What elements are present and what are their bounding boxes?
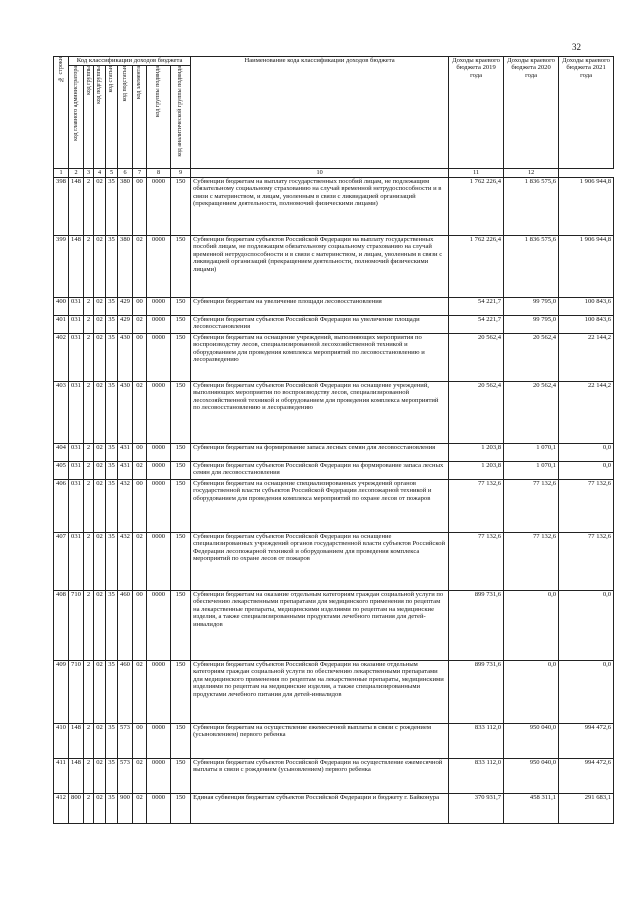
row-number-header: № строки bbox=[54, 57, 69, 169]
income-name-cell: Единая субвенция бюджетам субъектов Российской Федерации и бюджету г. Байконура bbox=[191, 794, 449, 824]
amount-2021-cell: 1 906 944,8 bbox=[559, 178, 614, 236]
amount-2021-cell: 100 843,6 bbox=[559, 316, 614, 334]
code-cell: 431 bbox=[118, 462, 133, 480]
amount-2020-cell: 99 795,0 bbox=[504, 298, 559, 316]
income-name-cell: Субвенции бюджетам на увеличение площади лесовосстановления bbox=[191, 298, 449, 316]
amount-2020-cell: 1 836 575,6 bbox=[504, 236, 559, 298]
code-cell: 02 bbox=[94, 794, 106, 824]
income-classification-table bbox=[53, 56, 614, 824]
code-cell: 0000 bbox=[147, 334, 171, 382]
amount-2020-cell: 20 562,4 bbox=[504, 334, 559, 382]
code-cell: 0000 bbox=[147, 794, 171, 824]
code-cell: 150 bbox=[171, 298, 191, 316]
code-cell: 460 bbox=[118, 591, 133, 661]
column-number: 1 bbox=[54, 169, 69, 178]
code-cell: 430 bbox=[118, 382, 133, 444]
row-number-cell: 400 bbox=[54, 298, 69, 316]
code-header: код подстатьи bbox=[118, 66, 133, 169]
code-cell: 573 bbox=[118, 759, 133, 794]
code-cell: 35 bbox=[106, 316, 118, 334]
code-cell: 150 bbox=[171, 462, 191, 480]
code-cell: 00 bbox=[133, 334, 147, 382]
income-name-cell: Субвенции бюджетам на осуществление ежемесячной выплаты в связи с рождением (усыновлением) первого ребенка bbox=[191, 724, 449, 759]
row-number-cell: 402 bbox=[54, 334, 69, 382]
table-row bbox=[54, 178, 614, 236]
row-number-cell: 407 bbox=[54, 533, 69, 591]
code-cell: 2 bbox=[84, 298, 94, 316]
code-cell: 35 bbox=[106, 480, 118, 533]
code-cell: 00 bbox=[133, 298, 147, 316]
code-cell: 150 bbox=[171, 591, 191, 661]
amount-2020-cell: 99 795,0 bbox=[504, 316, 559, 334]
amount-2019-cell: 1 203,8 bbox=[449, 462, 504, 480]
code-cell: 150 bbox=[171, 724, 191, 759]
code-cell: 35 bbox=[106, 533, 118, 591]
row-number-cell: 398 bbox=[54, 178, 69, 236]
table-row bbox=[54, 759, 614, 794]
code-cell: 150 bbox=[171, 759, 191, 794]
code-cell: 031 bbox=[69, 334, 84, 382]
row-number-cell: 405 bbox=[54, 462, 69, 480]
code-cell: 150 bbox=[171, 178, 191, 236]
income-name-cell: Субвенции бюджетам субъектов Российской Федерации на увеличение площади лесовосстановления bbox=[191, 316, 449, 334]
code-cell: 02 bbox=[94, 724, 106, 759]
amount-2019-cell: 54 221,7 bbox=[449, 316, 504, 334]
code-cell: 150 bbox=[171, 661, 191, 724]
code-cell: 02 bbox=[94, 178, 106, 236]
amount-2021-cell: 291 683,1 bbox=[559, 794, 614, 824]
code-cell: 02 bbox=[94, 661, 106, 724]
code-cell: 150 bbox=[171, 444, 191, 462]
code-cell: 2 bbox=[84, 178, 94, 236]
code-cell: 0000 bbox=[147, 444, 171, 462]
column-number: 5 bbox=[106, 169, 118, 178]
code-cell: 150 bbox=[171, 236, 191, 298]
code-cell: 710 bbox=[69, 661, 84, 724]
code-cell: 02 bbox=[94, 236, 106, 298]
table-row bbox=[54, 794, 614, 824]
code-cell: 800 bbox=[69, 794, 84, 824]
amount-2019-cell: 833 112,0 bbox=[449, 724, 504, 759]
code-cell: 35 bbox=[106, 334, 118, 382]
row-number-cell: 412 bbox=[54, 794, 69, 824]
code-cell: 031 bbox=[69, 444, 84, 462]
income-name-cell: Субвенции бюджетам на выплату государственных пособий лицам, не подлежащим обязательному социальному страхованию на случай временной нетрудоспособности и в связи с материнством, и лицам, уволенным в связи с ликвидацией организаций (прекращением деятельности, полномочий физическими лицами) bbox=[191, 178, 449, 236]
amount-2019-cell: 20 562,4 bbox=[449, 382, 504, 444]
code-cell: 031 bbox=[69, 480, 84, 533]
code-header: код подгруппы bbox=[94, 66, 106, 169]
code-cell: 02 bbox=[133, 462, 147, 480]
amount-2020-cell: 0,0 bbox=[504, 591, 559, 661]
row-number-cell: 401 bbox=[54, 316, 69, 334]
code-cell: 148 bbox=[69, 759, 84, 794]
income-name-cell: Субвенции бюджетам на оснащение специализированных учреждений органов государственной власти субъектов Российской Федерации лесопожарной техникой и оборудованием для проведения комплекса мероприятий по охране лесов от пожаров bbox=[191, 480, 449, 533]
code-cell: 573 bbox=[118, 724, 133, 759]
amount-2019-cell: 899 731,6 bbox=[449, 591, 504, 661]
code-cell: 00 bbox=[133, 591, 147, 661]
code-cell: 150 bbox=[171, 334, 191, 382]
amount-2019-cell: 77 132,6 bbox=[449, 480, 504, 533]
table-row bbox=[54, 334, 614, 382]
code-cell: 900 bbox=[118, 794, 133, 824]
income-name-cell: Субвенции бюджетам субъектов Российской Федерации на оснащение учреждений, выполняющих мероприятия по воспроизводству лесов, специализированной лесохозяйственной техникой и оборудованием для проведения комплекса мероприятий по лесовосстановлению и лесоразведению bbox=[191, 382, 449, 444]
code-cell: 02 bbox=[133, 382, 147, 444]
income-name-cell: Субвенции бюджетам субъектов Российской Федерации на выплату государственных пособий лицам, не подлежащим обязательному социальному страхованию на случай временной нетрудоспособности и в связи с материнством, и лицам, уволенным в связи с ликвидацией организаций (прекращением деятельности, полномочий физическими лицами) bbox=[191, 236, 449, 298]
amount-2020-cell: 950 040,0 bbox=[504, 724, 559, 759]
code-cell: 02 bbox=[133, 759, 147, 794]
code-cell: 2 bbox=[84, 382, 94, 444]
code-header: код статьи bbox=[106, 66, 118, 169]
amount-2020-cell: 77 132,6 bbox=[504, 480, 559, 533]
column-number: 6 bbox=[118, 169, 133, 178]
row-number-cell: 404 bbox=[54, 444, 69, 462]
code-cell: 02 bbox=[94, 316, 106, 334]
income-name-cell: Субвенции бюджетам субъектов Российской Федерации на оснащение специализированных учреждений органов государственной власти субъектов Российской Федерации лесопожарной техникой и оборудованием для проведения комплекса мероприятий по охране лесов от пожаров bbox=[191, 533, 449, 591]
code-cell: 35 bbox=[106, 462, 118, 480]
code-cell: 2 bbox=[84, 533, 94, 591]
table-row bbox=[54, 462, 614, 480]
row-number-cell: 411 bbox=[54, 759, 69, 794]
code-cell: 35 bbox=[106, 298, 118, 316]
code-cell: 431 bbox=[118, 444, 133, 462]
amount-2021-cell: 0,0 bbox=[559, 591, 614, 661]
table-row bbox=[54, 661, 614, 724]
code-cell: 02 bbox=[133, 533, 147, 591]
code-cell: 0000 bbox=[147, 178, 171, 236]
code-cell: 2 bbox=[84, 661, 94, 724]
code-cell: 0000 bbox=[147, 462, 171, 480]
code-cell: 02 bbox=[94, 480, 106, 533]
column-number: 12 bbox=[504, 169, 559, 178]
code-cell: 0000 bbox=[147, 316, 171, 334]
row-number-cell: 399 bbox=[54, 236, 69, 298]
code-cell: 031 bbox=[69, 316, 84, 334]
code-cell: 02 bbox=[94, 759, 106, 794]
code-cell: 02 bbox=[94, 533, 106, 591]
code-header: код элемента bbox=[133, 66, 147, 169]
row-number-cell: 410 bbox=[54, 724, 69, 759]
code-cell: 02 bbox=[133, 661, 147, 724]
code-cell: 0000 bbox=[147, 480, 171, 533]
column-number: 7 bbox=[133, 169, 147, 178]
code-cell: 2 bbox=[84, 444, 94, 462]
code-cell: 35 bbox=[106, 661, 118, 724]
amount-2020-cell: 458 311,1 bbox=[504, 794, 559, 824]
code-cell: 02 bbox=[94, 334, 106, 382]
row-number-cell: 406 bbox=[54, 480, 69, 533]
code-cell: 150 bbox=[171, 794, 191, 824]
table-row bbox=[54, 382, 614, 444]
code-header: код группы подвида bbox=[147, 66, 171, 169]
amount-2020-cell: 1 070,1 bbox=[504, 444, 559, 462]
code-cell: 35 bbox=[106, 591, 118, 661]
income-name-cell: Субвенции бюджетам субъектов Российской Федерации на формирование запаса лесных семян для лесовосстановления bbox=[191, 462, 449, 480]
code-cell: 2 bbox=[84, 462, 94, 480]
code-cell: 432 bbox=[118, 480, 133, 533]
amount-2021-cell: 994 472,6 bbox=[559, 724, 614, 759]
code-cell: 2 bbox=[84, 759, 94, 794]
code-cell: 2 bbox=[84, 316, 94, 334]
code-cell: 0000 bbox=[147, 759, 171, 794]
amount-2019-cell: 370 931,7 bbox=[449, 794, 504, 824]
row-number-cell: 409 bbox=[54, 661, 69, 724]
code-cell: 150 bbox=[171, 316, 191, 334]
column-number: 3 bbox=[84, 169, 94, 178]
amount-2021-cell: 994 472,6 bbox=[559, 759, 614, 794]
table-row bbox=[54, 444, 614, 462]
table-row bbox=[54, 724, 614, 759]
code-header: код аналитической группы подвида bbox=[171, 66, 191, 169]
code-cell: 35 bbox=[106, 236, 118, 298]
table-row bbox=[54, 533, 614, 591]
code-cell: 2 bbox=[84, 724, 94, 759]
code-cell: 35 bbox=[106, 178, 118, 236]
code-cell: 0000 bbox=[147, 724, 171, 759]
code-cell: 02 bbox=[94, 462, 106, 480]
code-cell: 148 bbox=[69, 178, 84, 236]
code-cell: 0000 bbox=[147, 298, 171, 316]
row-number-cell: 408 bbox=[54, 591, 69, 661]
code-cell: 2 bbox=[84, 591, 94, 661]
code-cell: 00 bbox=[133, 444, 147, 462]
code-cell: 380 bbox=[118, 236, 133, 298]
column-numbers-row bbox=[54, 169, 614, 178]
income-name-cell: Субвенции бюджетам субъектов Российской Федерации на оказание отдельным категориям граждан социальной услуги по обеспечению лекарственными препаратами для медицинского применения по рецептам на лекарственные препараты, медицинскими изделиями по рецептам на медицинские изделия, а также специализированными продуктами лечебного питания для детей-инвалидов bbox=[191, 661, 449, 724]
table-row bbox=[54, 591, 614, 661]
amount-2019-cell: 1 203,8 bbox=[449, 444, 504, 462]
amount-2021-cell: 0,0 bbox=[559, 444, 614, 462]
page-number: 32 bbox=[572, 42, 581, 52]
code-cell: 00 bbox=[133, 178, 147, 236]
code-cell: 031 bbox=[69, 462, 84, 480]
amount-2020-cell: 0,0 bbox=[504, 661, 559, 724]
code-cell: 429 bbox=[118, 298, 133, 316]
column-number: 2 bbox=[69, 169, 84, 178]
code-cell: 0000 bbox=[147, 591, 171, 661]
table-row bbox=[54, 236, 614, 298]
amount-2021-cell: 1 906 944,8 bbox=[559, 236, 614, 298]
code-cell: 460 bbox=[118, 661, 133, 724]
amount-2019-cell: 1 762 226,4 bbox=[449, 178, 504, 236]
code-cell: 150 bbox=[171, 533, 191, 591]
code-cell: 430 bbox=[118, 334, 133, 382]
code-cell: 35 bbox=[106, 794, 118, 824]
code-cell: 710 bbox=[69, 591, 84, 661]
code-cell: 35 bbox=[106, 444, 118, 462]
code-cell: 02 bbox=[133, 794, 147, 824]
amount-2020-cell: 77 132,6 bbox=[504, 533, 559, 591]
income-name-cell: Субвенции бюджетам на оказание отдельным категориям граждан социальной услуги по обеспечению лекарственными препаратами для медицинского применения по рецептам на лекарственные препараты, медицинскими изделиями по рецептам на медицинские изделия, а также специализированными продуктами лечебного питания для детей-инвалидов bbox=[191, 591, 449, 661]
code-cell: 150 bbox=[171, 480, 191, 533]
code-cell: 380 bbox=[118, 178, 133, 236]
column-number: 8 bbox=[147, 169, 171, 178]
code-cell: 02 bbox=[94, 382, 106, 444]
code-cell: 00 bbox=[133, 480, 147, 533]
row-number-cell: 403 bbox=[54, 382, 69, 444]
code-cell: 02 bbox=[133, 316, 147, 334]
column-number: 4 bbox=[94, 169, 106, 178]
code-header: код группы bbox=[84, 66, 94, 169]
amount-2020-cell: 20 562,4 bbox=[504, 382, 559, 444]
code-header: код главного администратора bbox=[69, 66, 84, 169]
code-cell: 0000 bbox=[147, 382, 171, 444]
code-cell: 2 bbox=[84, 794, 94, 824]
code-cell: 150 bbox=[171, 382, 191, 444]
amount-2019-cell: 54 221,7 bbox=[449, 298, 504, 316]
column-number: 11 bbox=[449, 169, 504, 178]
code-cell: 0000 bbox=[147, 533, 171, 591]
amount-2021-cell: 77 132,6 bbox=[559, 480, 614, 533]
amount-2021-cell: 100 843,6 bbox=[559, 298, 614, 316]
amount-2021-cell: 22 144,2 bbox=[559, 382, 614, 444]
amount-2021-cell: 0,0 bbox=[559, 661, 614, 724]
column-number: 9 bbox=[171, 169, 191, 178]
code-cell: 148 bbox=[69, 236, 84, 298]
amount-2020-header: Доходы краевого бюджета 2020 года bbox=[504, 57, 559, 169]
code-cell: 031 bbox=[69, 382, 84, 444]
code-cell: 2 bbox=[84, 236, 94, 298]
table-row bbox=[54, 298, 614, 316]
code-cell: 031 bbox=[69, 298, 84, 316]
code-cell: 35 bbox=[106, 724, 118, 759]
table-row bbox=[54, 480, 614, 533]
income-name-cell: Субвенции бюджетам на оснащение учреждений, выполняющих мероприятия по воспроизводству лесов, специализированной лесохозяйственной техникой и оборудованием для проведения комплекса мероприятий по лесовосстановлению и лесоразведению bbox=[191, 334, 449, 382]
income-name-cell: Субвенции бюджетам субъектов Российской Федерации на осуществление ежемесячной выплаты в связи с рождением (усыновлением) первого ребенка bbox=[191, 759, 449, 794]
amount-2020-cell: 950 040,0 bbox=[504, 759, 559, 794]
code-cell: 00 bbox=[133, 724, 147, 759]
code-cell: 0000 bbox=[147, 236, 171, 298]
amount-2020-cell: 1 070,1 bbox=[504, 462, 559, 480]
code-cell: 432 bbox=[118, 533, 133, 591]
code-cell: 02 bbox=[94, 298, 106, 316]
amount-2021-header: Доходы краевого бюджета 2021 года bbox=[559, 57, 614, 169]
code-cell: 2 bbox=[84, 480, 94, 533]
table-row bbox=[54, 316, 614, 334]
column-number: 10 bbox=[191, 169, 449, 178]
amount-2019-header: Доходы краевого бюджета 2019 года bbox=[449, 57, 504, 169]
code-cell: 02 bbox=[94, 444, 106, 462]
classification-group-header: Код классификации доходов бюджета bbox=[69, 57, 191, 66]
code-cell: 031 bbox=[69, 533, 84, 591]
amount-2020-cell: 1 836 575,6 bbox=[504, 178, 559, 236]
code-cell: 35 bbox=[106, 759, 118, 794]
amount-2021-cell: 77 132,6 bbox=[559, 533, 614, 591]
code-cell: 02 bbox=[94, 591, 106, 661]
amount-2019-cell: 77 132,6 bbox=[449, 533, 504, 591]
code-cell: 148 bbox=[69, 724, 84, 759]
amount-2021-cell: 22 144,2 bbox=[559, 334, 614, 382]
amount-2021-cell: 0,0 bbox=[559, 462, 614, 480]
amount-2019-cell: 899 731,6 bbox=[449, 661, 504, 724]
amount-2019-cell: 20 562,4 bbox=[449, 334, 504, 382]
code-cell: 429 bbox=[118, 316, 133, 334]
code-cell: 0000 bbox=[147, 661, 171, 724]
code-cell: 2 bbox=[84, 334, 94, 382]
code-cell: 35 bbox=[106, 382, 118, 444]
amount-2019-cell: 1 762 226,4 bbox=[449, 236, 504, 298]
name-column-header: Наименование кода классификации доходов бюджета bbox=[191, 57, 449, 169]
amount-2019-cell: 833 112,0 bbox=[449, 759, 504, 794]
income-name-cell: Субвенции бюджетам на формирование запаса лесных семян для лесовосстановления bbox=[191, 444, 449, 462]
code-cell: 02 bbox=[133, 236, 147, 298]
